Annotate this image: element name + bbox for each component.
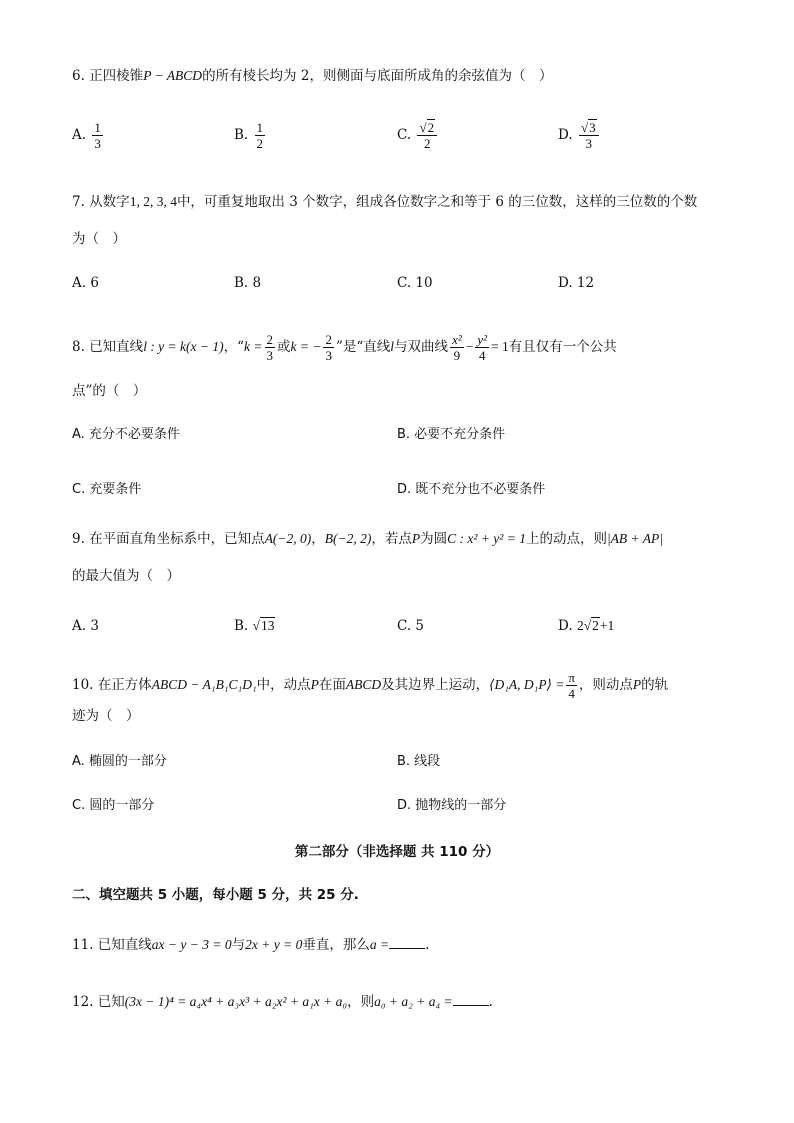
q7-option-b[interactable]: B. 8 <box>234 275 262 291</box>
question-9-stem-cont: 的最大值为（ ） <box>72 568 180 584</box>
q9-option-a[interactable]: A. 3 <box>72 618 99 634</box>
question-11-stem: 11. 已知直线ax − y − 3 = 0与2x + y = 0垂直，那么a = . <box>72 937 430 953</box>
q9-option-b[interactable]: B. √13 <box>234 618 275 634</box>
question-10-stem: 10. 在正方体ABCD − A₁B₁C₁D₁中，动点P在面ABCD及其边界上运动，⟨D₁A, D₁P⟩ = $\frac{\pi}{4}$ ，则动点P的轨 <box>72 670 669 701</box>
square-root: √13 <box>252 618 275 633</box>
question-number: 10. <box>72 677 94 693</box>
q7-option-d[interactable]: D. 12 <box>558 275 595 291</box>
fraction: $\frac{2}{3}$ <box>266 332 274 363</box>
q6-option-b[interactable]: B. $\frac{1}{2}$ <box>234 120 264 151</box>
question-7-stem-cont: 为（ ） <box>72 231 126 247</box>
square-root: √2 <box>583 618 599 633</box>
q8-option-a[interactable]: A. 充分不必要条件 <box>72 427 180 442</box>
answer-blank[interactable] <box>389 936 425 949</box>
q7-option-c[interactable]: C. 10 <box>397 275 433 291</box>
question-number: 8. <box>72 339 85 355</box>
q8-option-c[interactable]: C. 充要条件 <box>72 482 142 497</box>
q10-option-c[interactable]: C. 圆的一部分 <box>72 798 155 813</box>
part-two-title: 第二部分（非选择题 共 110 分） <box>294 844 500 860</box>
q6-option-a[interactable]: A. $\frac{1}{3}$ <box>72 120 101 151</box>
question-number: 7. <box>72 194 85 210</box>
section-heading: 二、填空题共 5 小题，每小题 5 分，共 25 分. <box>72 887 359 903</box>
fraction: $\frac{\text{y²}}{4}$ <box>477 332 488 363</box>
fraction: $\frac{\text{x²}}{9}$ <box>452 332 462 363</box>
question-number: 11. <box>72 937 94 953</box>
question-10-stem-cont: 迹为（ ） <box>72 708 140 724</box>
q6-option-c[interactable]: C. $\frac{√2}{2}$ <box>397 120 439 151</box>
question-8-stem: 8. 已知直线l : y = k(x − 1)，“k = $\frac{2}{3}$ 或k = − $\frac{2}{3}$ ”是“直线l与双曲线 $\frac{\text{x²}}{9}$ − $\frac{\text{y²}}{4}$ = 1有且仅有一个公共 <box>72 332 617 363</box>
fraction: $\frac{1}{2}$ <box>256 120 264 151</box>
q7-option-a[interactable]: A. 6 <box>72 275 99 291</box>
fraction: $\frac{\pi}{4}$ <box>568 670 575 701</box>
q10-option-d[interactable]: D. 抛物线的一部分 <box>397 798 507 813</box>
q8-option-d[interactable]: D. 既不充分也不必要条件 <box>397 482 546 497</box>
question-8-stem-cont: 点”的（ ） <box>72 383 147 399</box>
question-number: 9. <box>72 531 85 547</box>
question-9-stem: 9. 在平面直角坐标系中，已知点A(−2, 0)，B(−2, 2)，若点P为圆C : x² + y² = 1上的动点，则|AB + AP| <box>72 531 663 547</box>
q8-option-b[interactable]: B. 必要不充分条件 <box>397 427 506 442</box>
question-12-stem: 12. 已知(3x − 1)⁴ = a₄x⁴ + a₃x³ + a₂x² + a₁x + a₀，则a₀ + a₂ + a₄ = . <box>72 994 493 1010</box>
fraction: $\frac{2}{3}$ <box>325 332 332 363</box>
q9-option-d[interactable]: D. 2√2+1 <box>558 618 615 634</box>
question-number: 6. <box>72 68 85 84</box>
q10-option-b[interactable]: B. 线段 <box>397 754 441 769</box>
fraction: $\frac{1}{3}$ <box>94 120 101 151</box>
question-7-stem: 7. 从数字1, 2, 3, 4中，可重复地取出 3 个数字，组成各位数字之和等于 6 的三位数，这样的三位数的个数 <box>72 194 698 210</box>
q9-option-c[interactable]: C. 5 <box>397 618 425 634</box>
q6-option-d[interactable]: D. $\frac{√3}{3}$ <box>558 120 601 151</box>
question-6-stem: 6. 正四棱锥P − ABCD的所有棱长均为 2，则侧面与底面所成角的余弦值为（ ） <box>72 68 553 84</box>
answer-blank[interactable] <box>453 993 489 1006</box>
fraction: $\frac{√2}{2}$ <box>417 120 437 151</box>
fraction: $\frac{√3}{3}$ <box>579 120 599 151</box>
q10-option-a[interactable]: A. 椭圆的一部分 <box>72 754 167 769</box>
question-number: 12. <box>72 994 94 1010</box>
vector-sum: |AB + AP| <box>606 531 663 546</box>
